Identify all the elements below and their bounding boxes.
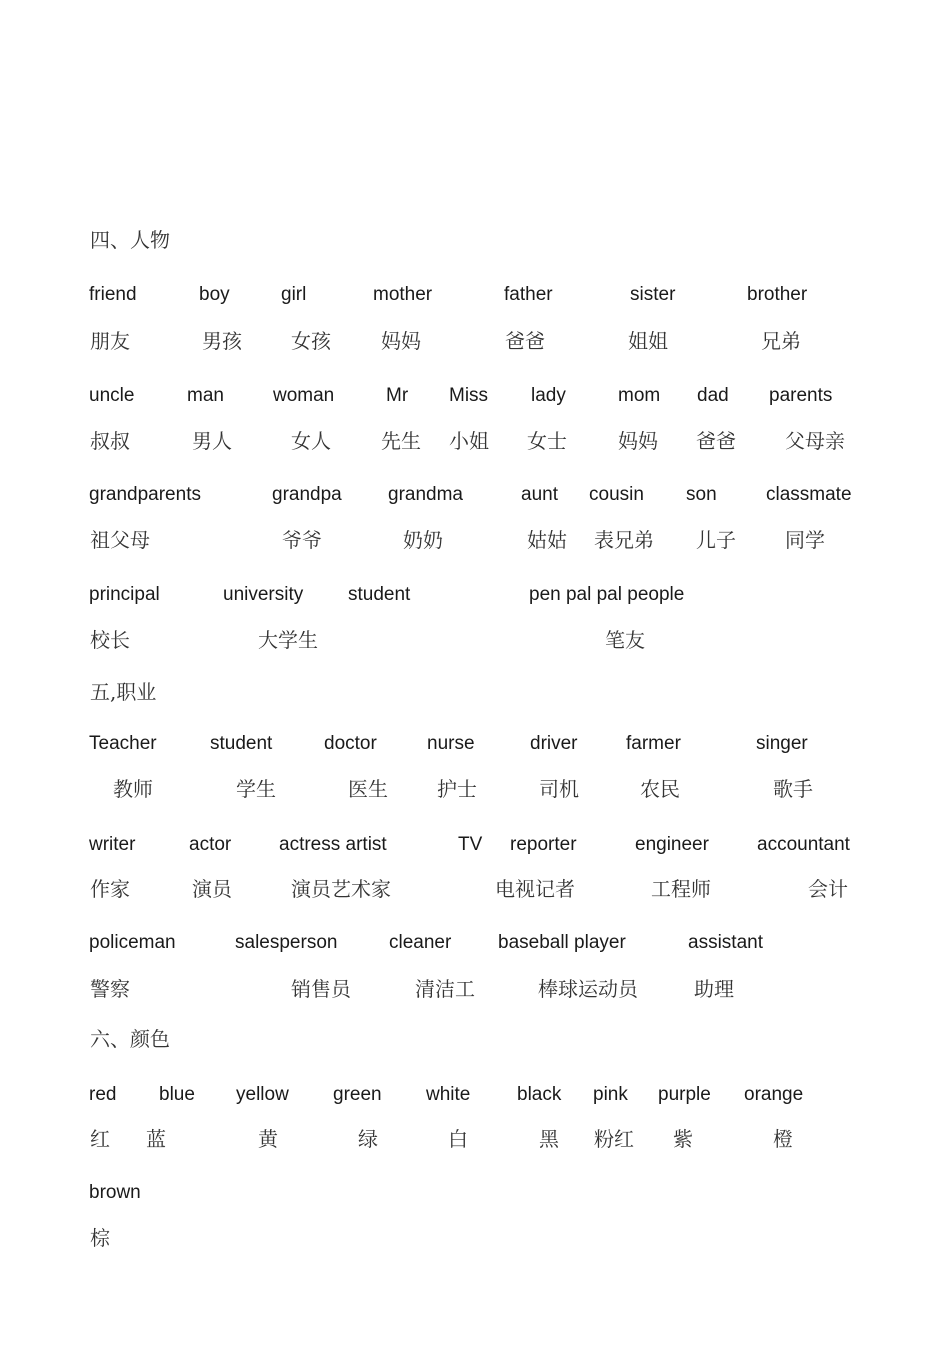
english-word: policeman [89, 932, 176, 953]
english-word: grandpa [272, 484, 342, 505]
english-word: red [89, 1084, 117, 1105]
english-word: black [517, 1084, 562, 1105]
chinese-meaning: 护士 [437, 777, 477, 801]
chinese-meaning: 朋友 [90, 329, 130, 353]
chinese-meaning: 歌手 [773, 777, 813, 801]
english-word: brother [747, 284, 808, 305]
english-word: pen pal pal people [529, 584, 685, 605]
section-heading-colors: 六、颜色 [90, 1027, 170, 1051]
chinese-meaning: 女孩 [291, 329, 331, 353]
chinese-meaning: 小姐 [449, 429, 489, 453]
english-word: Miss [449, 385, 489, 406]
chinese-meaning: 蓝 [146, 1127, 166, 1151]
chinese-meaning: 男人 [192, 429, 232, 453]
chinese-meaning: 司机 [539, 777, 579, 801]
chinese-meaning: 销售员 [291, 977, 351, 1001]
english-word: actress artist [279, 834, 387, 855]
english-word: doctor [324, 733, 377, 754]
english-word: principal [89, 584, 160, 605]
chinese-meaning: 棕 [90, 1226, 110, 1250]
chinese-meaning: 女人 [291, 429, 331, 453]
chinese-meaning: 祖父母 [90, 528, 150, 552]
english-word: cleaner [389, 932, 452, 953]
english-word: student [348, 584, 411, 605]
chinese-meaning: 爷爷 [282, 528, 322, 552]
chinese-meaning: 先生 [381, 429, 421, 453]
chinese-meaning: 演员艺术家 [291, 877, 391, 901]
english-word: dad [697, 385, 729, 406]
english-word: father [504, 284, 553, 305]
english-word: boy [199, 284, 230, 305]
chinese-meaning: 农民 [640, 777, 680, 801]
english-word: son [686, 484, 717, 505]
chinese-meaning: 棒球运动员 [538, 977, 638, 1001]
english-word: pink [593, 1084, 628, 1105]
english-word: grandparents [89, 484, 201, 505]
chinese-meaning: 爸爸 [696, 429, 736, 453]
chinese-meaning: 父母亲 [785, 429, 845, 453]
english-word: driver [530, 733, 578, 754]
english-word: woman [273, 385, 335, 406]
english-word: university [223, 584, 304, 605]
chinese-meaning: 校长 [90, 628, 130, 652]
section-heading-occupations: 五,职业 [90, 680, 157, 704]
english-word: baseball player [498, 932, 626, 953]
english-word: singer [756, 733, 808, 754]
english-word: classmate [766, 484, 852, 505]
chinese-meaning: 女士 [527, 429, 567, 453]
english-word: cousin [589, 484, 644, 505]
english-word: reporter [510, 834, 577, 855]
english-word: girl [281, 284, 307, 305]
english-word: Mr [386, 385, 409, 406]
chinese-meaning: 绿 [358, 1127, 378, 1151]
english-word: lady [531, 385, 566, 406]
english-word: aunt [521, 484, 558, 505]
chinese-meaning: 黄 [258, 1127, 278, 1151]
chinese-meaning: 紫 [673, 1127, 693, 1151]
chinese-meaning: 红 [90, 1127, 110, 1151]
english-word: assistant [688, 932, 763, 953]
english-word: grandma [388, 484, 463, 505]
chinese-meaning: 大学生 [258, 628, 318, 652]
chinese-meaning: 医生 [348, 777, 388, 801]
english-word: mother [373, 284, 433, 305]
chinese-meaning: 白 [448, 1127, 468, 1151]
chinese-meaning: 儿子 [696, 528, 736, 552]
chinese-meaning: 清洁工 [415, 977, 475, 1001]
english-word: parents [769, 385, 833, 406]
chinese-meaning: 粉红 [594, 1127, 634, 1151]
chinese-meaning: 演员 [192, 877, 232, 901]
english-word: writer [89, 834, 136, 855]
chinese-meaning: 男孩 [202, 329, 242, 353]
english-word: nurse [427, 733, 475, 754]
chinese-meaning: 笔友 [605, 628, 645, 652]
english-word: Teacher [89, 733, 157, 754]
chinese-meaning: 工程师 [651, 877, 711, 901]
english-word: friend [89, 284, 137, 305]
chinese-meaning: 学生 [236, 777, 276, 801]
chinese-meaning: 橙 [773, 1127, 793, 1151]
chinese-meaning: 表兄弟 [594, 528, 654, 552]
chinese-meaning: 黑 [539, 1127, 559, 1151]
english-word: student [210, 733, 273, 754]
english-word: blue [159, 1084, 195, 1105]
chinese-meaning: 姐姐 [628, 329, 668, 353]
chinese-meaning: 教师 [113, 777, 153, 801]
english-word: green [333, 1084, 382, 1105]
chinese-meaning: 同学 [785, 528, 825, 552]
english-word: farmer [626, 733, 681, 754]
chinese-meaning: 作家 [90, 877, 130, 901]
english-word: purple [658, 1084, 711, 1105]
english-word: man [187, 385, 224, 406]
english-word: white [426, 1084, 471, 1105]
english-word: orange [744, 1084, 804, 1105]
section-heading-people: 四、人物 [90, 228, 170, 252]
english-word: yellow [236, 1084, 289, 1105]
chinese-meaning: 助理 [694, 977, 734, 1001]
english-word: uncle [89, 385, 135, 406]
chinese-meaning: 妈妈 [618, 429, 658, 453]
chinese-meaning: 电视记者 [495, 877, 575, 901]
chinese-meaning: 警察 [90, 977, 130, 1001]
english-word: mom [618, 385, 661, 406]
english-word: engineer [635, 834, 709, 855]
english-word: TV [458, 834, 483, 855]
english-word: accountant [757, 834, 850, 855]
chinese-meaning: 叔叔 [90, 429, 130, 453]
chinese-meaning: 姑姑 [527, 528, 567, 552]
english-word: sister [630, 284, 676, 305]
chinese-meaning: 兄弟 [761, 329, 801, 353]
english-word: salesperson [235, 932, 338, 953]
chinese-meaning: 会计 [808, 877, 848, 901]
chinese-meaning: 妈妈 [381, 329, 421, 353]
english-word: brown [89, 1182, 141, 1203]
english-word: actor [189, 834, 232, 855]
chinese-meaning: 爸爸 [505, 329, 545, 353]
chinese-meaning: 奶奶 [403, 528, 443, 552]
